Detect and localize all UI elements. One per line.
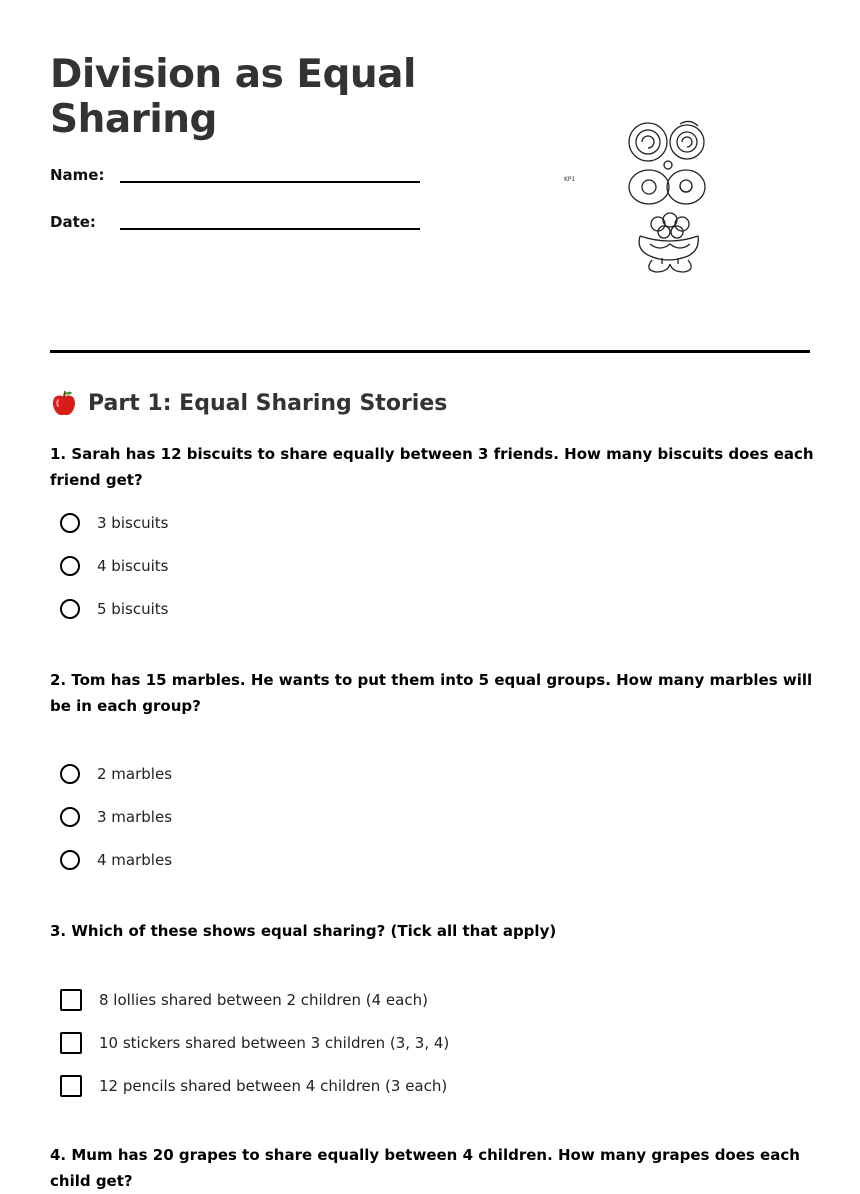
option-label: 3 biscuits bbox=[97, 514, 169, 532]
checkbox[interactable] bbox=[60, 989, 82, 1011]
date-field bbox=[50, 213, 420, 237]
checkbox[interactable] bbox=[60, 1075, 82, 1097]
question-4: 4. Mum has 20 grapes to share equally between 4 children. How many grapes does each child get? bbox=[50, 1146, 800, 1190]
name-field bbox=[50, 166, 420, 190]
name-label: Name: bbox=[50, 166, 105, 184]
option-label: 3 marbles bbox=[97, 808, 173, 826]
part1-heading-text: Part 1: Equal Sharing Stories bbox=[88, 390, 448, 416]
option-label: 8 lollies shared between 2 children (4 each) bbox=[99, 991, 428, 1009]
q1-option-3[interactable] bbox=[60, 597, 168, 621]
date-write-line[interactable] bbox=[120, 228, 420, 230]
q2-option-3[interactable] bbox=[60, 848, 172, 872]
part1-heading bbox=[50, 389, 447, 417]
radio-button[interactable] bbox=[60, 599, 80, 619]
title-line-1: Division as Equal bbox=[50, 52, 416, 97]
option-label: 4 biscuits bbox=[97, 557, 169, 575]
q3-option-1[interactable] bbox=[60, 988, 428, 1012]
name-write-line[interactable] bbox=[120, 181, 420, 183]
radio-button[interactable] bbox=[60, 764, 80, 784]
question-1: 1. Sarah has 12 biscuits to share equally between 3 friends. How many biscuits does each friend get? bbox=[50, 445, 814, 489]
option-label: 2 marbles bbox=[97, 765, 173, 783]
red-apple-icon bbox=[50, 389, 78, 417]
worksheet-title bbox=[50, 52, 416, 142]
option-label: 12 pencils shared between 4 children (3 each) bbox=[99, 1077, 448, 1095]
option-label: 10 stickers shared between 3 children (3, 3, 4) bbox=[99, 1034, 450, 1052]
image-caption: KP1 bbox=[564, 176, 576, 183]
title-line-2: Sharing bbox=[50, 97, 217, 142]
option-label: 5 biscuits bbox=[97, 600, 169, 618]
q3-option-3[interactable] bbox=[60, 1074, 447, 1098]
checkbox[interactable] bbox=[60, 1032, 82, 1054]
radio-button[interactable] bbox=[60, 807, 80, 827]
q1-option-2[interactable] bbox=[60, 554, 168, 578]
section-divider bbox=[50, 350, 810, 353]
question-3: 3. Which of these shows equal sharing? (Tick all that apply) bbox=[50, 922, 557, 940]
q2-option-2[interactable] bbox=[60, 805, 172, 829]
question-2: 2. Tom has 15 marbles. He wants to put them into 5 equal groups. How many marbles will be in each group? bbox=[50, 671, 813, 715]
q3-option-2[interactable] bbox=[60, 1031, 449, 1055]
radio-button[interactable] bbox=[60, 556, 80, 576]
option-label: 4 marbles bbox=[97, 851, 173, 869]
radio-button[interactable] bbox=[60, 850, 80, 870]
q1-option-1[interactable] bbox=[60, 511, 168, 535]
koru-pattern-illustration bbox=[622, 112, 714, 282]
q2-option-1[interactable] bbox=[60, 762, 172, 786]
radio-button[interactable] bbox=[60, 513, 80, 533]
date-label: Date: bbox=[50, 213, 96, 231]
